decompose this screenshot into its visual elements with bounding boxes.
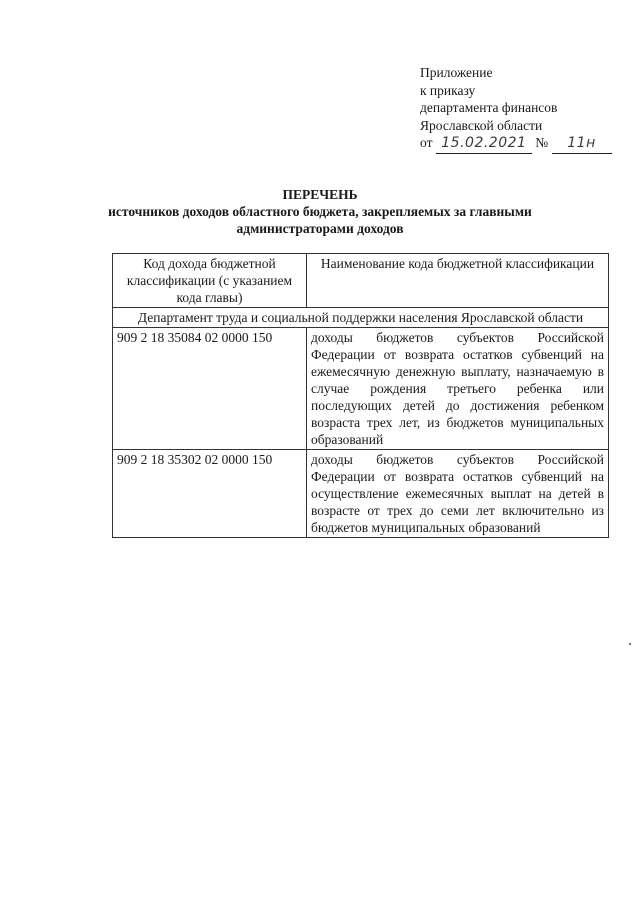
order-number: 11н — [552, 135, 612, 154]
document-title: ПЕРЕЧЕНЬ — [282, 187, 358, 202]
order-date: 15.02.2021 — [436, 135, 532, 154]
income-name: доходы бюджетов субъектов Российской Федерации от возврата остатков субвенций на осуществление ежемесячных выплат на детей в возрасте от трех до семи лет включительно из бюджетов муниципальных образований — [307, 450, 609, 538]
document-heading — [100, 186, 540, 237]
annex-line-4: Ярославской области — [420, 117, 543, 133]
header-code: Код дохода бюджетной классификации (с указанием кода главы) — [113, 254, 307, 308]
annex-line-5 — [420, 134, 612, 154]
header-name: Наименование кода бюджетной классификации — [307, 254, 609, 308]
table-header-row — [113, 254, 609, 308]
document-subtitle: источников доходов областного бюджета, закрепляемых за главными администраторами доходов — [108, 204, 532, 236]
department-name: Департамент труда и социальной поддержки населения Ярославской области — [113, 308, 609, 328]
table-row — [113, 450, 609, 538]
from-label: от — [420, 135, 433, 150]
scan-speck — [629, 643, 631, 645]
annex-line-2: к приказу — [420, 82, 476, 98]
table-row — [113, 328, 609, 450]
income-code: 909 2 18 35084 02 0000 150 — [113, 328, 307, 450]
income-name: доходы бюджетов субъектов Российской Федерации от возврата остатков субвенций на ежемесячную денежную выплату, назначаемую в случае рождения третьего ребенка или последующих детей до достижения ребенком возраста трех лет, из бюджетов муниципальных образований — [307, 328, 609, 450]
annex-line-3: департамента финансов — [420, 100, 558, 115]
income-sources-table — [112, 253, 609, 538]
income-code: 909 2 18 35302 02 0000 150 — [113, 450, 307, 538]
annex-block — [420, 64, 612, 154]
number-label: № — [535, 135, 549, 150]
department-row — [113, 308, 609, 328]
annex-line-1: Приложение — [420, 65, 493, 80]
